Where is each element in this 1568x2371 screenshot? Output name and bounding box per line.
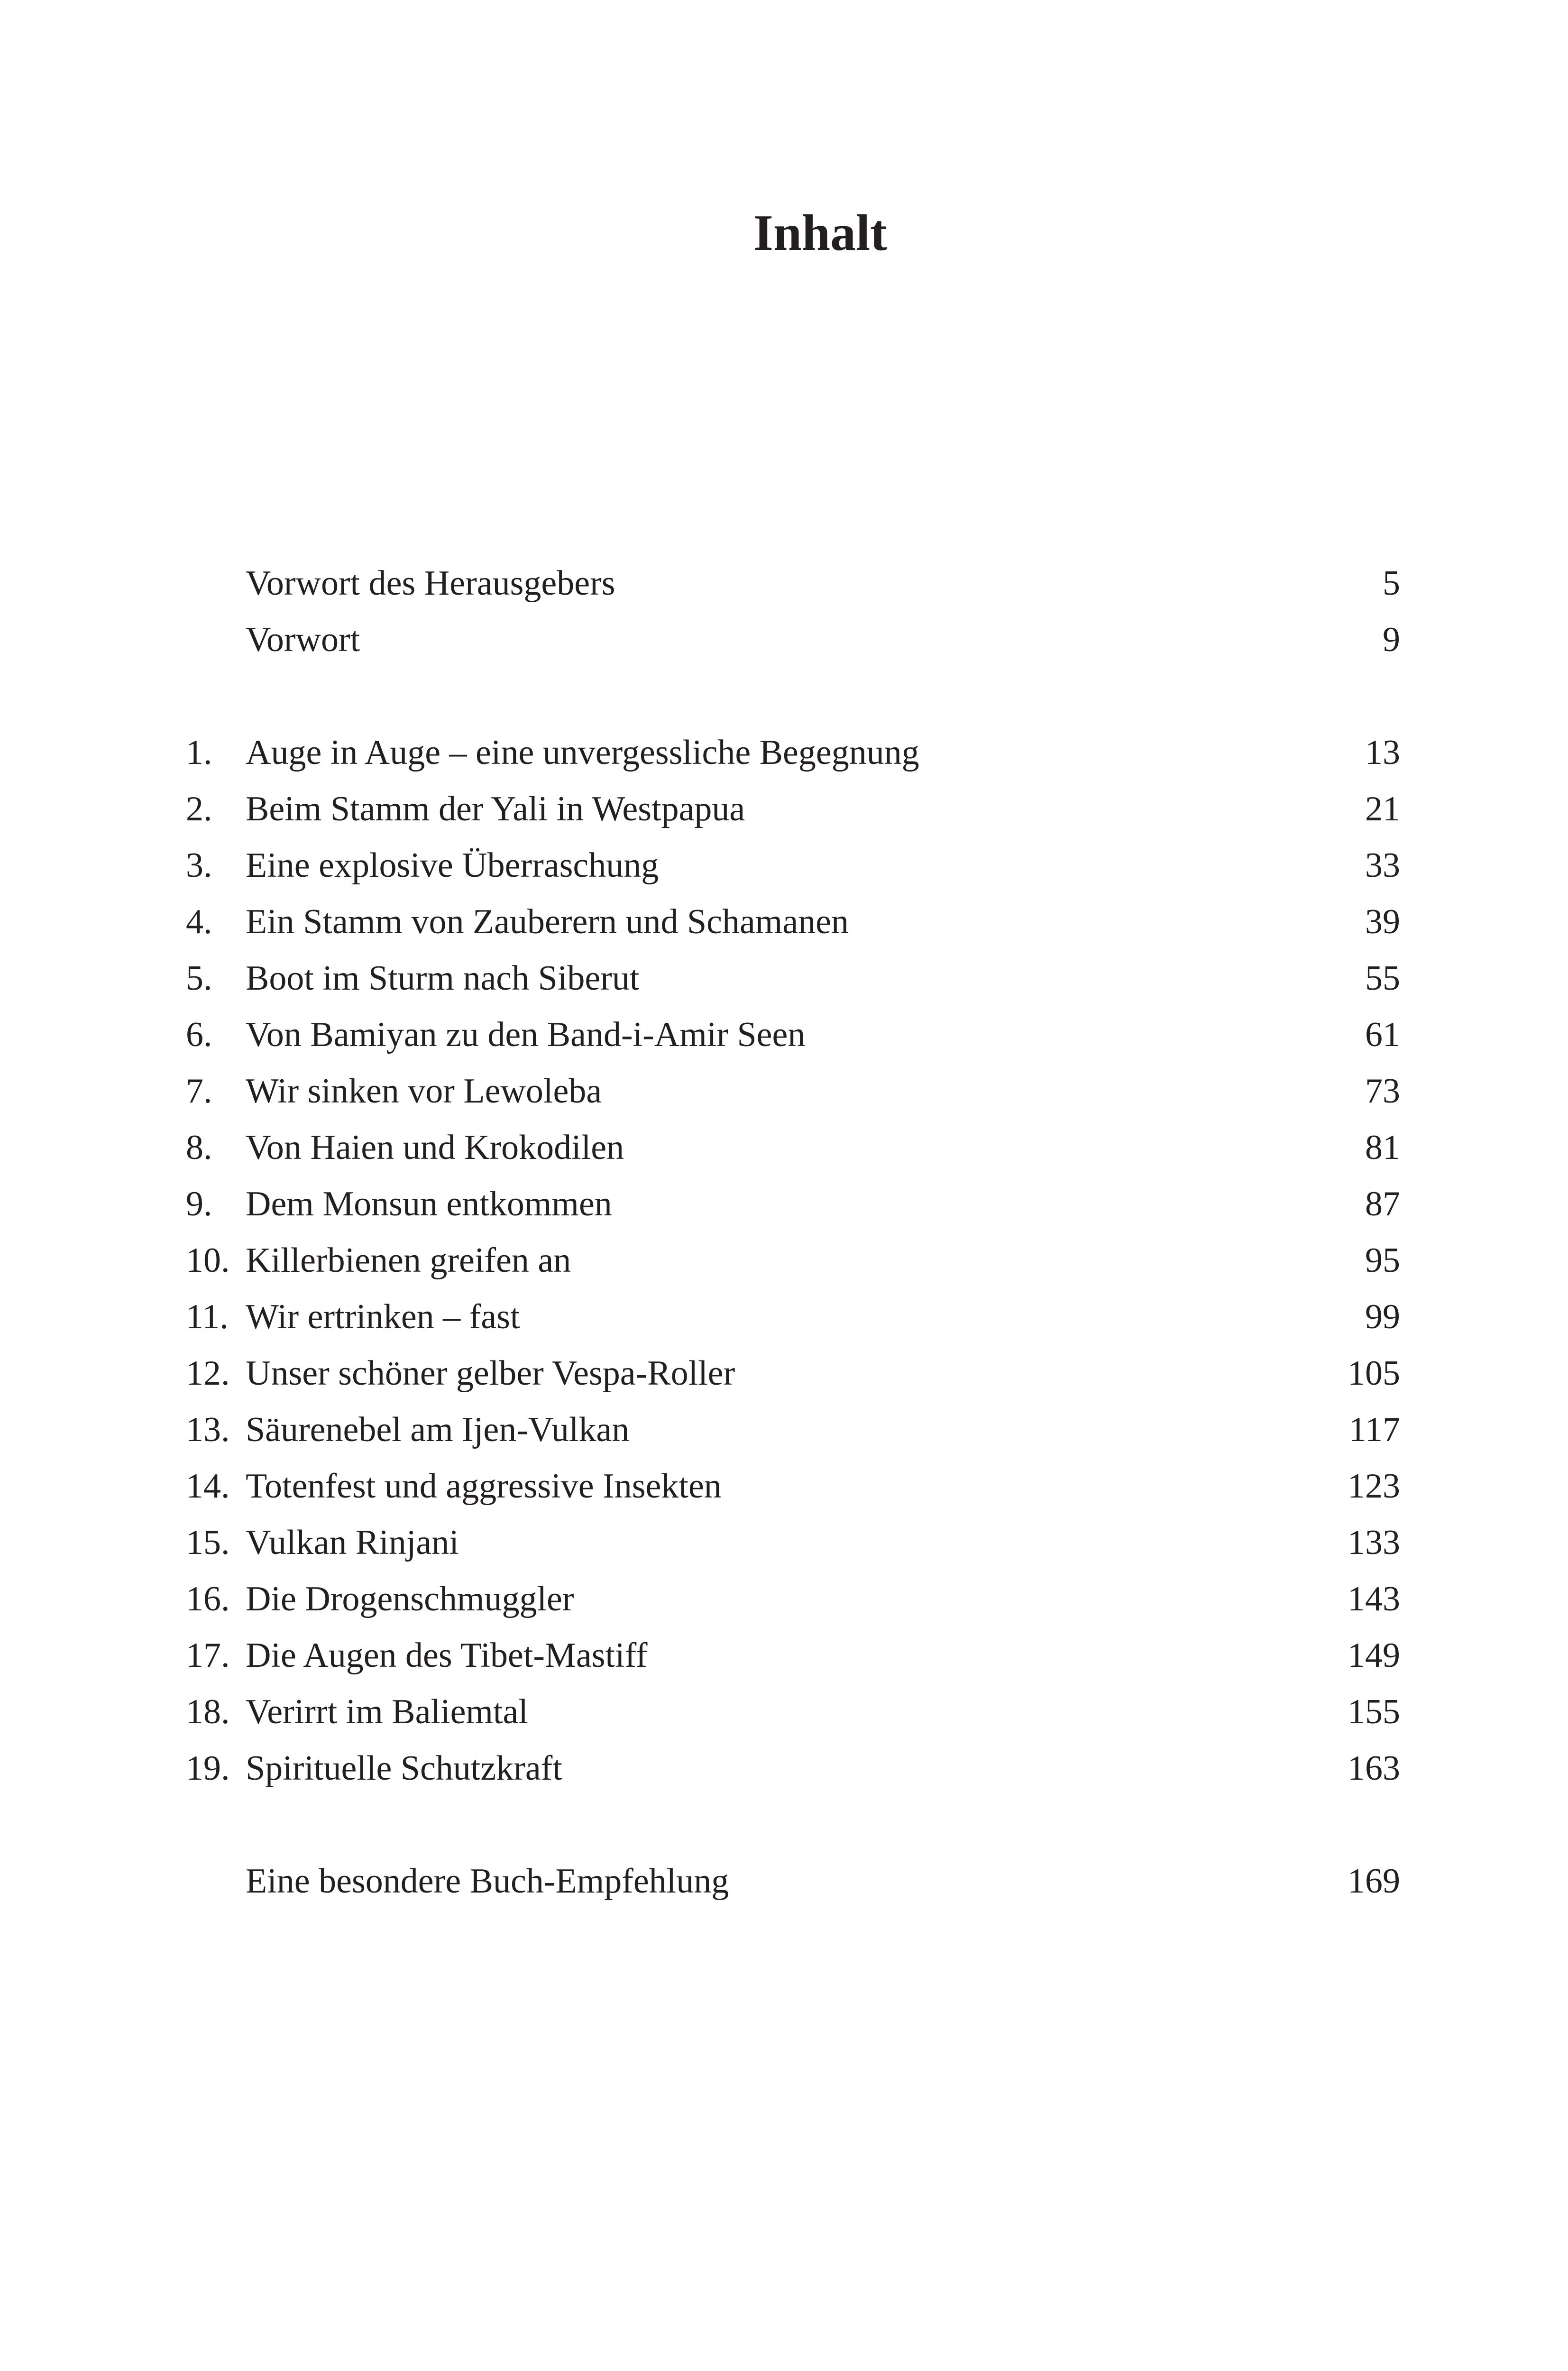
toc-entry-label: Vorwort des Herausgebers [246, 564, 615, 603]
toc-entry-number: 16. [186, 1580, 230, 1618]
toc-entry-label: Dem Monsun entkommen [246, 1185, 612, 1223]
toc-entry-label: Säurenebel am Ijen-Vulkan [246, 1410, 630, 1449]
toc-entry-number: 13. [186, 1410, 230, 1449]
toc-entry-chapter[interactable] [0, 1347, 1568, 1399]
toc-entry-label: Killerbienen greifen an [246, 1241, 571, 1280]
toc-entry-label: Die Drogenschmuggler [246, 1580, 574, 1618]
toc-entry-label: Wir ertrinken – fast [246, 1297, 520, 1336]
toc-entry-label: Von Bamiyan zu den Band-i-Amir Seen [246, 1015, 806, 1054]
toc-entry-chapter[interactable] [0, 896, 1568, 948]
toc-entry-chapter[interactable] [0, 1178, 1568, 1230]
toc-entry-number: 1. [186, 733, 212, 772]
toc-entry-page: 99 [1365, 1297, 1400, 1336]
toc-entry-page: 9 [1383, 620, 1400, 659]
toc-entry-number: 4. [186, 902, 212, 941]
toc-entry-page: 143 [1348, 1580, 1400, 1618]
toc-entry-page: 163 [1348, 1749, 1400, 1788]
toc-entry-chapter[interactable] [0, 839, 1568, 891]
toc-entry-chapter[interactable] [0, 1234, 1568, 1287]
toc-entry-number: 2. [186, 790, 212, 828]
toc-entry-chapter[interactable] [0, 1121, 1568, 1174]
toc-entry-label: Ein Stamm von Zauberern und Schamanen [246, 902, 849, 941]
toc-entry-chapter[interactable] [0, 1009, 1568, 1061]
toc-entry-page: 61 [1365, 1015, 1400, 1054]
toc-entry-label: Boot im Sturm nach Siberut [246, 959, 640, 998]
toc-entry-chapter[interactable] [0, 1291, 1568, 1343]
toc-entry-number: 5. [186, 959, 212, 998]
toc-entry-page: 123 [1348, 1467, 1400, 1506]
toc-entry-page: 95 [1365, 1241, 1400, 1280]
toc-entry-chapter[interactable] [0, 1686, 1568, 1738]
toc-entry-label: Beim Stamm der Yali in Westpapua [246, 790, 745, 828]
toc-entry-page: 81 [1365, 1128, 1400, 1167]
toc-entry-number: 9. [186, 1185, 212, 1223]
toc-entry-number: 10. [186, 1241, 230, 1280]
toc-entry-number: 6. [186, 1015, 212, 1054]
toc-entry-page: 169 [1348, 1862, 1400, 1901]
toc-entry-foreword[interactable] [0, 614, 1568, 666]
toc-entry-page: 87 [1365, 1185, 1400, 1223]
toc-entry-chapter[interactable] [0, 1516, 1568, 1569]
toc-entry-label: Eine explosive Überraschung [246, 846, 659, 885]
toc-entry-number: 18. [186, 1692, 230, 1731]
toc-entry-chapter[interactable] [0, 783, 1568, 835]
toc-entry-recommendation[interactable] [0, 1855, 1568, 1907]
toc-entry-number: 3. [186, 846, 212, 885]
toc-entry-number: 17. [186, 1636, 230, 1675]
toc-entry-chapter[interactable] [0, 726, 1568, 779]
toc-entry-page: 155 [1348, 1692, 1400, 1731]
toc-entry-page: 13 [1365, 733, 1400, 772]
toc-entry-label: Spirituelle Schutzkraft [246, 1749, 562, 1788]
toc-entry-number: 11. [186, 1297, 229, 1336]
toc-entry-page: 5 [1383, 564, 1400, 603]
toc-entry-label: Vulkan Rinjani [246, 1523, 459, 1562]
toc-entry-page: 105 [1348, 1354, 1400, 1393]
toc-entry-page: 39 [1365, 902, 1400, 941]
toc-entry-label: Von Haien und Krokodilen [246, 1128, 624, 1167]
toc-entry-label: Wir sinken vor Lewoleba [246, 1072, 602, 1111]
toc-entry-label: Totenfest und aggressive Insekten [246, 1467, 722, 1506]
toc-entry-label: Verirrt im Baliemtal [246, 1692, 528, 1731]
toc-entry-number: 7. [186, 1072, 212, 1111]
toc-entry-page: 149 [1348, 1636, 1400, 1675]
toc-entry-label: Die Augen des Tibet-Mastiff [246, 1636, 648, 1675]
toc-entry-page: 55 [1365, 959, 1400, 998]
toc-entry-page: 133 [1348, 1523, 1400, 1562]
toc-entry-foreword-editor[interactable] [0, 557, 1568, 609]
toc-entry-number: 12. [186, 1354, 230, 1393]
toc-entry-page: 73 [1365, 1072, 1400, 1111]
toc-entry-label: Eine besondere Buch-Empfehlung [246, 1862, 729, 1901]
toc-entry-chapter[interactable] [0, 1460, 1568, 1512]
toc-entry-label: Vorwort [246, 620, 360, 659]
toc-entry-chapter[interactable] [0, 1065, 1568, 1117]
toc-entry-number: 15. [186, 1523, 230, 1562]
toc-entry-chapter[interactable] [0, 1404, 1568, 1456]
toc-entry-number: 8. [186, 1128, 212, 1167]
toc-entry-page: 33 [1365, 846, 1400, 885]
toc-entry-label: Unser schöner gelber Vespa-Roller [246, 1354, 735, 1393]
toc-entry-chapter[interactable] [0, 1629, 1568, 1682]
page-title: Inhalt [753, 205, 888, 261]
toc-entry-chapter[interactable] [0, 952, 1568, 1004]
toc-entry-page: 21 [1365, 790, 1400, 828]
toc-entry-chapter[interactable] [0, 1573, 1568, 1625]
toc-entry-label: Auge in Auge – eine unvergessliche Begegnung [246, 733, 919, 772]
toc-entry-page: 117 [1348, 1410, 1400, 1449]
toc-entry-number: 19. [186, 1749, 230, 1788]
toc-entry-number: 14. [186, 1467, 230, 1506]
toc-entry-chapter[interactable] [0, 1742, 1568, 1794]
